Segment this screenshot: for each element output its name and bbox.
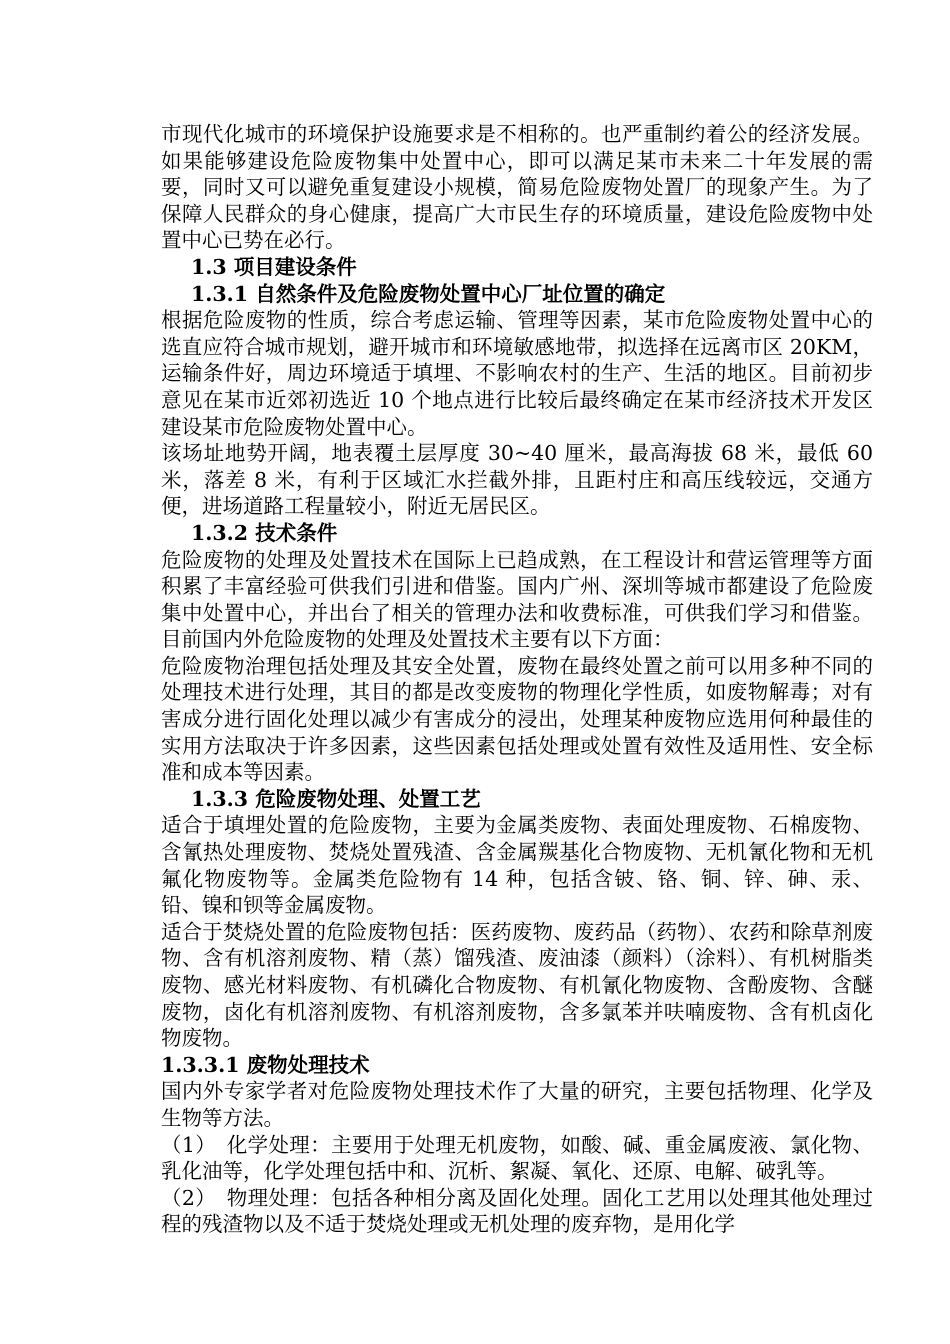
paragraph-technical-conditions: 危险废物的处理及处置技术在国际上已趋成熟，在工程设计和营运管理等方面积累了丰富经验可供我们引进和借鉴。国内广州、深圳等城市都建设了危险废集中处置中心，并出台了相关的管理办法和收费标准，可供我们学习和借鉴。目前国内外危险废物的处理及处置技术主要有以下方面： [161,547,873,652]
section-heading-1-3-1: 1.3.1 自然条件及危险废物处置中心厂址位置的确定 [191,281,666,306]
paragraph-site-selection: 根据危险废物的性质，综合考虑运输、管理等因素，某市危险废物处置中心的选直应符合城市规划，避开城市和环境敏感地带，拟选择在远离市区 20KM，运输条件好，周边环境适于填埋、不影响农村的生产、生活的地区。目前初步意见在某市近郊初选近 10 个地点进行比较后最终确定在某市经济技术开发区建设某市危险废物处置中心。 [161,308,873,439]
paragraph-landfill-wastes: 适合于填埋处置的危险废物，主要为金属类废物、表面处理废物、石棉废物、含氰热处理废物、焚烧处置残渣、含金属羰基化合物废物、无机氰化物和无机氟化物废物等。金属类危险物有 14 种，包括含铍、铬、铜、锌、砷、汞、铅、镍和钡等金属废物。 [161,813,873,918]
paragraph-chemical-treatment: （1） 化学处理：主要用于处理无机废物，如酸、碱、重金属废液、氯化物、乳化油等，化学处理包括中和、沉析、絮凝、氧化、还原、电解、破乳等。 [161,1132,873,1184]
paragraph-incineration-wastes: 适合于焚烧处置的危险废物包括：医药废物、废药品（药物）、农药和除草剂废物、含有机溶剂废物、精（蒸）馏残渣、废油漆（颜料）（涂料）、有机树脂类废物、感光材料废物、有机磷化合物废物、有机氰化物废物、含酚废物、含醚废物，卤化有机溶剂废物、有机溶剂废物，含多氯苯并呋喃废物、含有机卤化物废物。 [161,919,873,1051]
paragraph-treatment-overview: 危险废物治理包括处理及其安全处置，废物在最终处置之前可以用多种不同的处理技术进行处理，其目的都是改变废物的物理化学性质，如废物解毒；对有害成分进行固化处理以减少有害成分的浸出，处理某种废物应选用何种最佳的实用方法取决于许多因素，这些因素包括处理或处置有效性及适用性、安全标准和成本等因素。 [161,653,873,785]
section-heading-1-3-2: 1.3.2 技术条件 [191,520,338,545]
section-heading-1-3: 1.3 项目建设条件 [191,254,357,279]
paragraph-treatment-methods: 国内外专家学者对危险废物处理技术作了大量的研究，主要包括物理、化学及生物等方法。 [161,1079,873,1130]
section-heading-1-3-3-1: 1.3.3.1 废物处理技术 [161,1052,370,1077]
section-heading-1-3-3: 1.3.3 危险废物处理、处置工艺 [191,786,481,811]
paragraph-physical-treatment: （2） 物理处理：包括各种相分离及固化处理。固化工艺用以处理其他处理过程的残渣物以及不适于焚烧处理或无机处理的废弃物，是用化学 [161,1185,873,1237]
paragraph-intro: 市现代化城市的环境保护设施要求是不相称的。也严重制约着公的经济发展。如果能够建设危险废物集中处置中心，即可以满足某市未来二十年发展的需要，同时又可以避免重复建设小规模，简易危险废物处置厂的现象产生。为了保障人民群众的身心健康，提高广大市民生存的环境质量，建设危险废物中处置中心已势在必行。 [161,122,873,253]
document-page [161,121,873,1238]
paragraph-site-terrain: 该场址地势开阔，地表覆土层厚度 30~40 厘米，最高海拔 68 米，最低 60 米，落差 8 米，有利于区域汇水拦截外排，且距村庄和高压线较远，交通方便，进场道路工程量较小，附近无居民区。 [161,441,873,519]
